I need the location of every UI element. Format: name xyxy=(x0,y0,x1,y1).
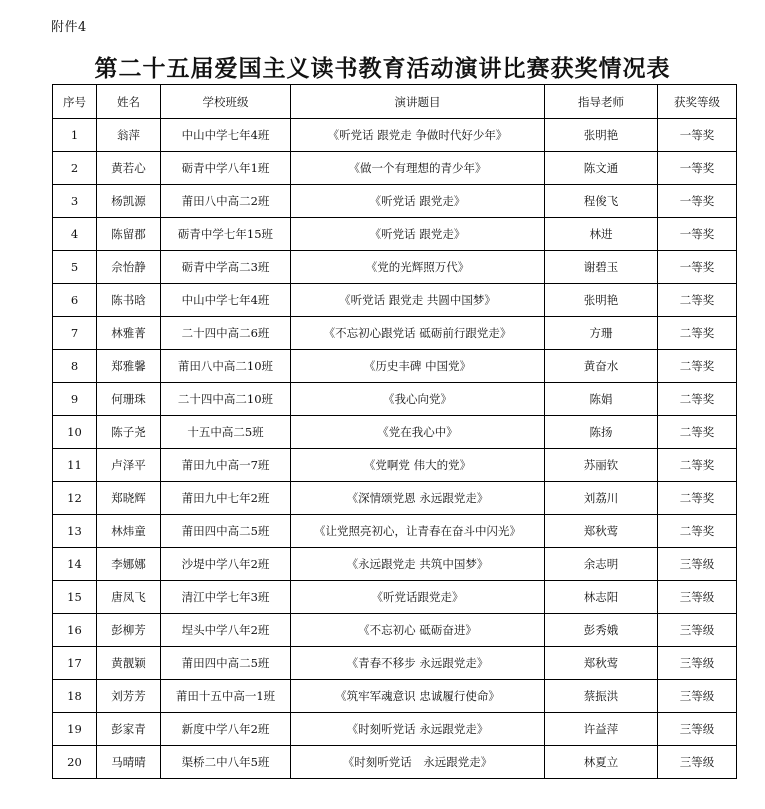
name-cell: 刘芳芳 xyxy=(97,680,161,713)
advisor-cell: 程俊飞 xyxy=(545,185,658,218)
name-cell: 佘怡静 xyxy=(97,251,161,284)
award-level-cell: 一等奖 xyxy=(658,251,737,284)
school-class-cell: 十五中高二5班 xyxy=(161,416,291,449)
serial-cell: 4 xyxy=(53,218,97,251)
advisor-cell: 彭秀娥 xyxy=(545,614,658,647)
serial-cell: 19 xyxy=(53,713,97,746)
serial-cell: 7 xyxy=(53,317,97,350)
speech-topic-cell: 《时刻听党话 永远跟党走》 xyxy=(291,713,545,746)
advisor-cell: 张明艳 xyxy=(545,119,658,152)
table-row xyxy=(53,416,737,449)
name-cell: 郑雅馨 xyxy=(97,350,161,383)
header-advisor: 指导老师 xyxy=(545,85,658,119)
award-level-cell: 二等奖 xyxy=(658,416,737,449)
table-row xyxy=(53,647,737,680)
table-row xyxy=(53,284,737,317)
table-row xyxy=(53,251,737,284)
advisor-cell: 陈扬 xyxy=(545,416,658,449)
table-row xyxy=(53,746,737,779)
speech-topic-cell: 《党在我心中》 xyxy=(291,416,545,449)
name-cell: 翁萍 xyxy=(97,119,161,152)
school-class-cell: 渠桥二中八年5班 xyxy=(161,746,291,779)
speech-topic-cell: 《听党话跟党走》 xyxy=(291,581,545,614)
school-class-cell: 二十四中高二10班 xyxy=(161,383,291,416)
serial-cell: 13 xyxy=(53,515,97,548)
table-row xyxy=(53,614,737,647)
table-row xyxy=(53,218,737,251)
serial-cell: 9 xyxy=(53,383,97,416)
serial-cell: 12 xyxy=(53,482,97,515)
school-class-cell: 莆田九中七年2班 xyxy=(161,482,291,515)
award-level-cell: 三等级 xyxy=(658,548,737,581)
page-title: 第二十五届爱国主义读书教育活动演讲比赛获奖情况表 xyxy=(94,56,671,82)
serial-cell: 11 xyxy=(53,449,97,482)
advisor-cell: 苏丽钦 xyxy=(545,449,658,482)
serial-cell: 20 xyxy=(53,746,97,779)
serial-cell: 1 xyxy=(53,119,97,152)
speech-topic-cell: 《让党照亮初心，让青春在奋斗中闪光》 xyxy=(291,515,545,548)
name-cell: 何珊珠 xyxy=(97,383,161,416)
table-row xyxy=(53,350,737,383)
award-level-cell: 三等级 xyxy=(658,647,737,680)
speech-topic-cell: 《做一个有理想的青少年》 xyxy=(291,152,545,185)
advisor-cell: 郑秋莺 xyxy=(545,647,658,680)
school-class-cell: 莆田八中高二2班 xyxy=(161,185,291,218)
advisor-cell: 蔡振洪 xyxy=(545,680,658,713)
name-cell: 李娜娜 xyxy=(97,548,161,581)
header-award-level: 获奖等级 xyxy=(658,85,737,119)
school-class-cell: 埕头中学八年2班 xyxy=(161,614,291,647)
advisor-cell: 陈娟 xyxy=(545,383,658,416)
header-school-class: 学校班级 xyxy=(161,85,291,119)
school-class-cell: 砺青中学七年15班 xyxy=(161,218,291,251)
table-header-row xyxy=(53,85,737,119)
serial-cell: 10 xyxy=(53,416,97,449)
speech-topic-cell: 《党啊党 伟大的党》 xyxy=(291,449,545,482)
award-level-cell: 二等奖 xyxy=(658,350,737,383)
award-level-cell: 二等奖 xyxy=(658,482,737,515)
name-cell: 陈子尧 xyxy=(97,416,161,449)
table-row xyxy=(53,152,737,185)
table-row xyxy=(53,713,737,746)
name-cell: 郑晓辉 xyxy=(97,482,161,515)
name-cell: 林雅菁 xyxy=(97,317,161,350)
advisor-cell: 黄奋水 xyxy=(545,350,658,383)
speech-topic-cell: 《永远跟党走 共筑中国梦》 xyxy=(291,548,545,581)
advisor-cell: 方珊 xyxy=(545,317,658,350)
speech-topic-cell: 《不忘初心跟党话 砥砺前行跟党走》 xyxy=(291,317,545,350)
serial-cell: 3 xyxy=(53,185,97,218)
award-level-cell: 一等奖 xyxy=(658,119,737,152)
award-level-cell: 二等奖 xyxy=(658,284,737,317)
speech-topic-cell: 《听党话 跟党走》 xyxy=(291,185,545,218)
serial-cell: 6 xyxy=(53,284,97,317)
table-row xyxy=(53,185,737,218)
school-class-cell: 莆田四中高二5班 xyxy=(161,515,291,548)
award-level-cell: 三等级 xyxy=(658,581,737,614)
school-class-cell: 砺青中学八年1班 xyxy=(161,152,291,185)
name-cell: 马晴晴 xyxy=(97,746,161,779)
advisor-cell: 余志明 xyxy=(545,548,658,581)
award-level-cell: 二等奖 xyxy=(658,317,737,350)
serial-cell: 14 xyxy=(53,548,97,581)
table-row xyxy=(53,383,737,416)
speech-topic-cell: 《听党话 跟党走》 xyxy=(291,218,545,251)
serial-cell: 2 xyxy=(53,152,97,185)
speech-topic-cell: 《听党话 跟党走 共圆中国梦》 xyxy=(291,284,545,317)
name-cell: 林炜童 xyxy=(97,515,161,548)
advisor-cell: 陈文通 xyxy=(545,152,658,185)
speech-topic-cell: 《党的光辉照万代》 xyxy=(291,251,545,284)
serial-cell: 5 xyxy=(53,251,97,284)
school-class-cell: 莆田八中高二10班 xyxy=(161,350,291,383)
speech-topic-cell: 《时刻听党话 永远跟党走》 xyxy=(291,746,545,779)
header-name: 姓名 xyxy=(97,85,161,119)
award-level-cell: 一等奖 xyxy=(658,218,737,251)
award-level-cell: 一等奖 xyxy=(658,185,737,218)
award-level-cell: 二等奖 xyxy=(658,449,737,482)
table-row xyxy=(53,581,737,614)
table-row xyxy=(53,680,737,713)
school-class-cell: 中山中学七年4班 xyxy=(161,119,291,152)
advisor-cell: 林夏立 xyxy=(545,746,658,779)
school-class-cell: 中山中学七年4班 xyxy=(161,284,291,317)
header-speech-topic: 演讲题目 xyxy=(291,85,545,119)
award-level-cell: 一等奖 xyxy=(658,152,737,185)
name-cell: 彭家青 xyxy=(97,713,161,746)
advisor-cell: 林进 xyxy=(545,218,658,251)
speech-topic-cell: 《历史丰碑 中国党》 xyxy=(291,350,545,383)
school-class-cell: 二十四中高二6班 xyxy=(161,317,291,350)
advisor-cell: 郑秋莺 xyxy=(545,515,658,548)
advisor-cell: 许益萍 xyxy=(545,713,658,746)
school-class-cell: 沙堤中学八年2班 xyxy=(161,548,291,581)
table-row xyxy=(53,548,737,581)
speech-topic-cell: 《不忘初心 砥砺奋进》 xyxy=(291,614,545,647)
award-level-cell: 三等级 xyxy=(658,713,737,746)
name-cell: 唐凤飞 xyxy=(97,581,161,614)
advisor-cell: 谢碧玉 xyxy=(545,251,658,284)
table-row xyxy=(53,482,737,515)
speech-topic-cell: 《听党话 跟党走 争做时代好少年》 xyxy=(291,119,545,152)
speech-topic-cell: 《我心向党》 xyxy=(291,383,545,416)
award-level-cell: 二等奖 xyxy=(658,383,737,416)
speech-topic-cell: 《深情颂党恩 永远跟党走》 xyxy=(291,482,545,515)
school-class-cell: 砺青中学高二3班 xyxy=(161,251,291,284)
name-cell: 黄若心 xyxy=(97,152,161,185)
header-serial: 序号 xyxy=(53,85,97,119)
advisor-cell: 刘荔川 xyxy=(545,482,658,515)
serial-cell: 18 xyxy=(53,680,97,713)
speech-topic-cell: 《青春不移步 永远跟党走》 xyxy=(291,647,545,680)
serial-cell: 16 xyxy=(53,614,97,647)
school-class-cell: 清江中学七年3班 xyxy=(161,581,291,614)
name-cell: 卢泽平 xyxy=(97,449,161,482)
school-class-cell: 莆田九中高一7班 xyxy=(161,449,291,482)
award-level-cell: 三等级 xyxy=(658,746,737,779)
school-class-cell: 莆田十五中高一1班 xyxy=(161,680,291,713)
table-row xyxy=(53,515,737,548)
serial-cell: 8 xyxy=(53,350,97,383)
advisor-cell: 林志阳 xyxy=(545,581,658,614)
award-level-cell: 三等级 xyxy=(658,680,737,713)
name-cell: 彭柳芳 xyxy=(97,614,161,647)
table-row xyxy=(53,119,737,152)
serial-cell: 15 xyxy=(53,581,97,614)
name-cell: 陈书晗 xyxy=(97,284,161,317)
school-class-cell: 新度中学八年2班 xyxy=(161,713,291,746)
school-class-cell: 莆田四中高二5班 xyxy=(161,647,291,680)
name-cell: 陈留郡 xyxy=(97,218,161,251)
attachment-label: 附件4 xyxy=(51,20,87,35)
award-level-cell: 二等奖 xyxy=(658,515,737,548)
advisor-cell: 张明艳 xyxy=(545,284,658,317)
table-row xyxy=(53,449,737,482)
table-row xyxy=(53,317,737,350)
table-body xyxy=(53,119,737,779)
award-level-cell: 三等级 xyxy=(658,614,737,647)
speech-topic-cell: 《筑牢军魂意识 忠诚履行使命》 xyxy=(291,680,545,713)
name-cell: 黄靓颖 xyxy=(97,647,161,680)
serial-cell: 17 xyxy=(53,647,97,680)
awards-table xyxy=(52,84,737,779)
name-cell: 杨凯源 xyxy=(97,185,161,218)
